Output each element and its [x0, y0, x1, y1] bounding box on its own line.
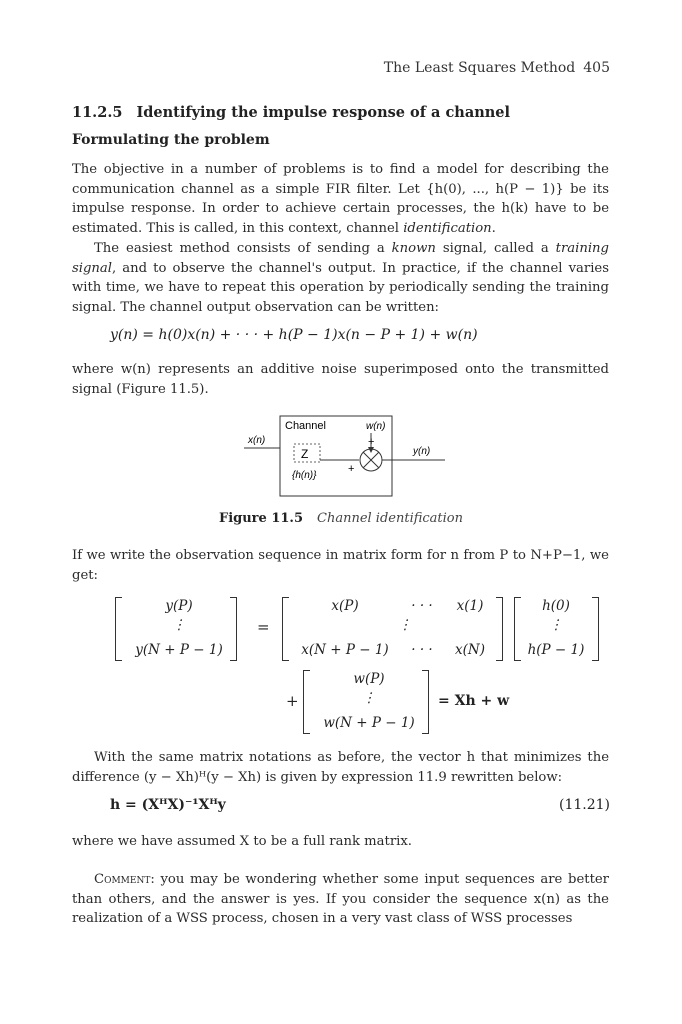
x-bottom-left: x(N + P − 1) — [301, 642, 389, 658]
subsection-heading: Formulating the problem — [72, 132, 270, 148]
bracket-x-right — [496, 597, 503, 661]
w-top: w(P) — [353, 671, 385, 687]
comment-label: Comment: — [94, 872, 155, 887]
emphasis: identification — [403, 220, 492, 236]
output-label: y(n) — [413, 446, 431, 457]
filter-glyph: Z — [301, 447, 309, 461]
text-run: signal, called a — [435, 241, 556, 256]
paragraph-noise: where w(n) represents an additive noise superimposed onto the transmitted signal (Figure 11.5). — [72, 362, 609, 397]
x-mid-dots: ⋮ — [398, 617, 412, 633]
x-top-left: x(P) — [331, 598, 359, 614]
section-number: 11.2.5 — [72, 104, 123, 121]
text-run: The easiest method consists of sending a — [94, 241, 392, 256]
y-bottom: y(N + P − 1) — [135, 642, 223, 658]
h-bottom: h(P − 1) — [527, 642, 585, 658]
noise-label: w(n) — [366, 421, 386, 432]
emphasis: training signal — [72, 241, 609, 276]
equation-solution: h = (XᴴX)⁻¹Xᴴy — [110, 797, 226, 813]
w-dots: ⋮ — [362, 690, 376, 706]
x-top-dots: · · · — [411, 598, 433, 614]
y-top: y(P) — [165, 598, 193, 614]
text-run: . — [491, 220, 496, 236]
paragraph-method — [72, 239, 609, 317]
figure-caption — [0, 511, 682, 526]
h-top: h(0) — [542, 598, 570, 614]
paragraph-matrix-intro: If we write the observation sequence in matrix form for n from P to N+P−1, we get: — [72, 548, 609, 583]
text-run: , and to observe the channel's output. In practice, if the channel varies with time, we have to repeat this operation by periodically sending the training signal. The channel output observation can be written: — [72, 260, 609, 315]
text-run: The objective in a number of problems is to find a model for describing the communication channel as a simple FIR filter. Let {h(0), ..., h(P − 1)} be its impulse response. In order to achieve certain processes, the h(k) have to be estimated. This is called, in this context, channel — [72, 162, 609, 236]
bracket-h-right — [592, 597, 599, 661]
paragraph-comment — [72, 870, 609, 929]
caption-text: Channel identification — [317, 511, 464, 526]
x-top-right: x(1) — [456, 598, 484, 614]
y-dots: ⋮ — [172, 617, 186, 633]
channel-label: Channel — [285, 420, 326, 432]
running-title: The Least Squares Method — [383, 60, 576, 76]
caption-label: Figure 11.5 — [218, 511, 303, 526]
paragraph-full-rank: where we have assumed X to be a full rank matrix. — [72, 834, 412, 849]
input-label: x(n) — [248, 435, 266, 446]
bracket-y-left — [115, 597, 122, 661]
plus-left: + — [348, 463, 355, 475]
matrix-result: = Xh + w — [438, 693, 510, 709]
emphasis: known — [391, 241, 436, 256]
figure-channel-diagram — [240, 412, 460, 502]
page-number: 405 — [583, 60, 610, 76]
bracket-w-right — [422, 670, 429, 734]
comment-text: you may be wondering whether some input sequences are better than others, and the answer is yes. If you consider the sequence x(n) as the realization of a WSS process, chosen in a very vast class of WSS processes — [72, 872, 609, 927]
bracket-x-left — [282, 597, 289, 661]
section-heading — [72, 104, 510, 121]
filter-label: {h(n)} — [292, 470, 317, 481]
paragraph-objective — [72, 160, 609, 238]
equation-number: (11.21) — [558, 797, 610, 813]
bracket-w-left — [303, 670, 310, 734]
paragraph-minimize — [72, 748, 609, 787]
text-run: With the same matrix notations as before, the vector h that minimizes the difference (y − Xh)ᴴ(y − Xh) is given by expression 11.9 rewritten below: — [72, 750, 609, 785]
h-dots: ⋮ — [549, 617, 563, 633]
running-head — [384, 60, 610, 76]
section-title: Identifying the impulse response of a channel — [136, 104, 511, 121]
plus-top: + — [368, 436, 375, 448]
plus-sign: + — [286, 692, 299, 710]
w-bottom: w(N + P − 1) — [323, 715, 415, 731]
x-bottom-right: x(N) — [455, 642, 485, 658]
bracket-y-right — [230, 597, 237, 661]
equation-channel-output: y(n) = h(0)x(n) + · · · + h(P − 1)x(n − P + 1) + w(n) — [110, 327, 478, 343]
equals-sign: = — [257, 618, 270, 636]
x-bottom-dots: · · · — [411, 642, 433, 658]
